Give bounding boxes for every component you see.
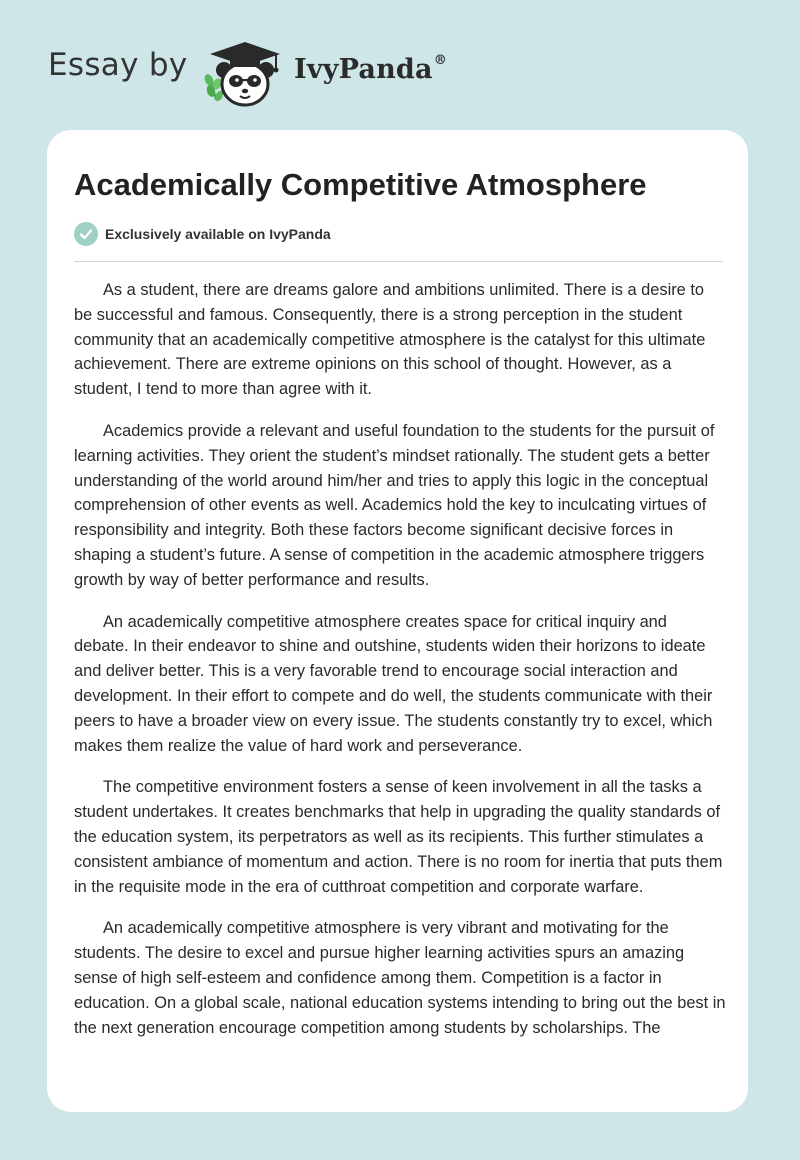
essay-by-label: Essay by — [48, 47, 188, 83]
divider — [74, 261, 723, 262]
exclusive-label: Exclusively available on IvyPanda — [105, 226, 331, 242]
paragraph: As a student, there are dreams galore and ambitions unlimited. There is a desire to be successful and famous. Consequently, there is a strong perception in the student community that an academically competitive atmosphere is the catalyst for this ultimate achievement. There are extreme opinions on this school of thought. However, as a student, I tend to more than agree with it. — [74, 281, 706, 399]
site-header — [0, 0, 800, 125]
registered-mark: ® — [433, 53, 447, 68]
check-circle-icon — [74, 222, 98, 246]
page-title: Academically Competitive Atmosphere — [74, 167, 647, 202]
brand-name[interactable] — [294, 53, 447, 85]
panda-graduate-icon[interactable] — [200, 36, 290, 108]
essay-body — [74, 278, 726, 1057]
paragraph: An academically competitive atmosphere creates space for critical inquiry and debate. In their endeavor to shine and outshine, students widen their horizons to ideate and deliver better. This is a very favorable trend to encourage social interaction and development. In their effort to compete and do well, the students communicate with their peers to have a broader view on every issue. The students constantly try to excel, which makes them realize the value of hard work and perseverance. — [74, 612, 713, 755]
exclusive-badge — [74, 222, 331, 246]
essay-card — [47, 130, 748, 1112]
paragraph: Academics provide a relevant and useful foundation to the students for the pursuit of learning activities. They orient the student’s mindset rationally. The student gets a better understanding of the world around him/her and tries to apply this logic in the conceptual comprehension of other events as well. Academics hold the key to inculcating virtues of responsibility and integrity. Both these factors become significant decisive forces in shaping a student’s future. A sense of competition in the academic atmosphere triggers growth by way of better performance and results. — [74, 421, 715, 589]
brand-name-text: IvyPanda — [294, 54, 433, 85]
paragraph: The competitive environment fosters a sense of keen involvement in all the tasks a student undertakes. It creates benchmarks that help in upgrading the quality standards of the education system, its perpetrators as well as its recipients. This further stimulates a consistent ambiance of momentum and action. There is no room for inertia that puts them in the requisite mode in the era of cutthroat competition and corporate warfare. — [74, 778, 723, 896]
paragraph: An academically competitive atmosphere is very vibrant and motivating for the students. The desire to excel and pursue higher learning activities spurs an amazing sense of high self-esteem and confidence among them. Competition is a factor in education. On a global scale, national education systems intending to bring out the best in the next generation encourage competition among students by scholarships. The — [74, 919, 726, 1037]
